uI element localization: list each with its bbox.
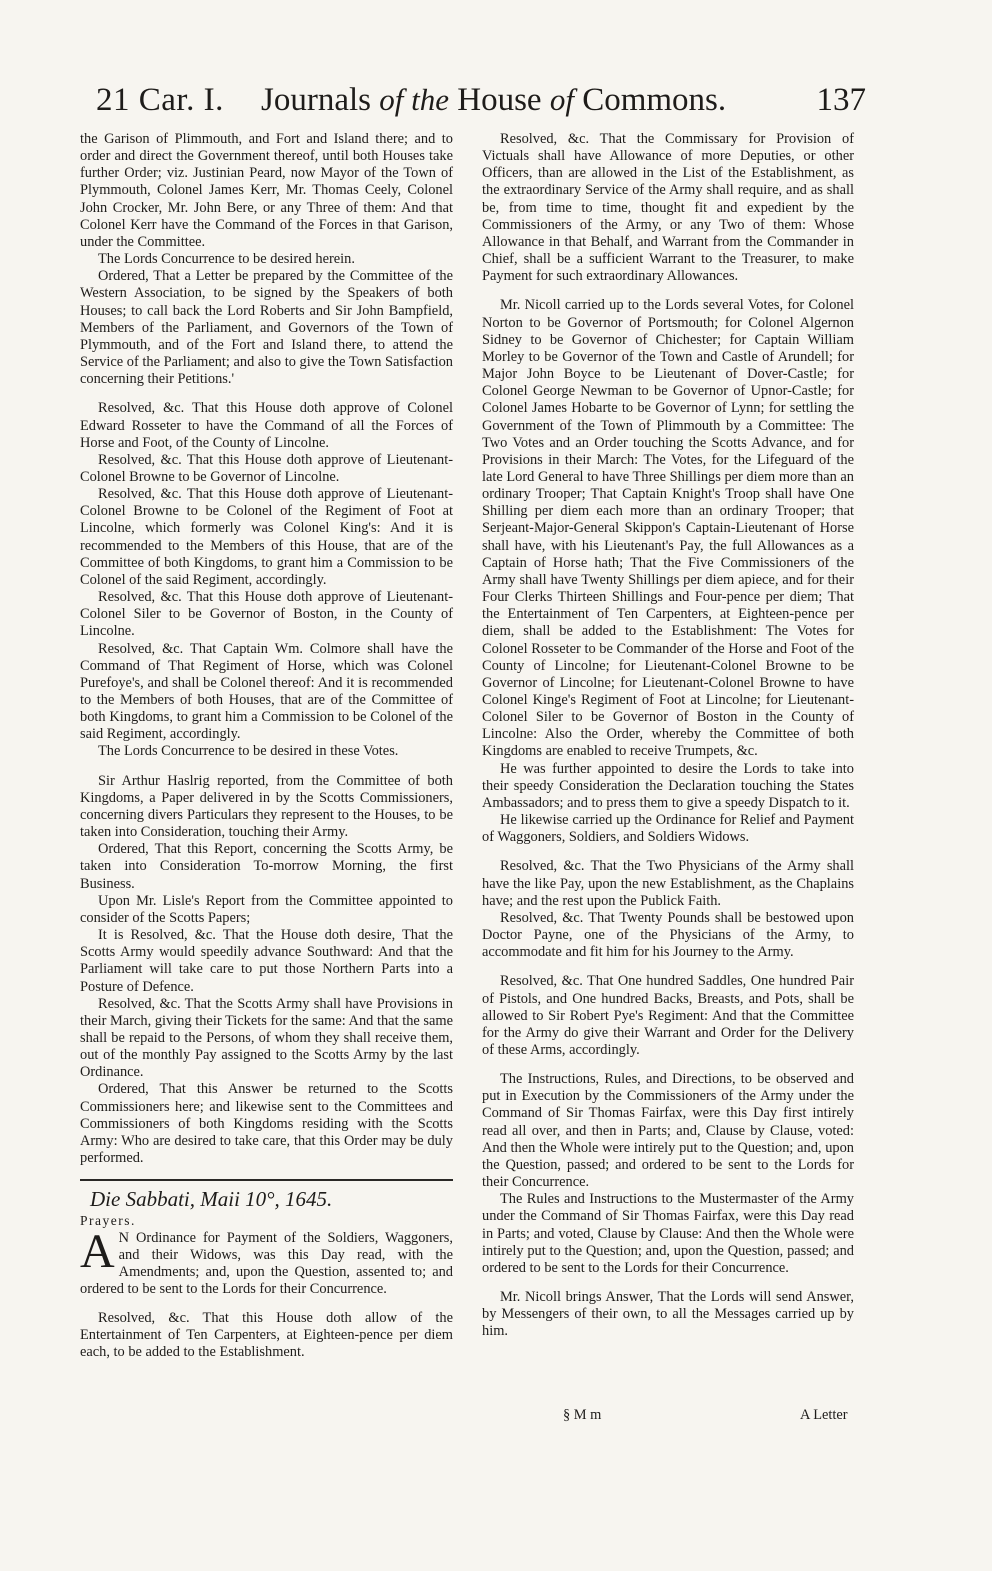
paragraph: Resolved, &c. That Captain Wm. Colmore shall have the Command of That Regiment of Horse, which was Colonel Purefoye's, and shall be Colonel thereof: And it is recommended to the Members of both Houses, that are of the Committee of both Kingdoms, to grant him a Commission to be Colonel of the said Regiment, accordingly. bbox=[80, 640, 453, 743]
paragraph: It is Resolved, &c. That the House doth desire, That the Scotts Army would speedily advance Southward: And that the Parliament will take care to put those Northern Parts into a Posture of Defence. bbox=[80, 927, 453, 995]
paragraph: The Lords Concurrence to be desired herein. bbox=[98, 251, 355, 268]
left-column bbox=[80, 131, 453, 1362]
paragraph bbox=[80, 1224, 453, 1299]
title-part: of bbox=[549, 82, 574, 117]
paragraph: Resolved, &c. That this House doth approve of Lieutenant-Colonel Browne to be Colonel of the Regiment of Foot at Lincolne, which formerly was Colonel King's: And it is recommended to the Members of this House, that are of the Committee of both Kingdoms, to grant him a Commission to be Colonel of the said Regiment, accordingly. bbox=[80, 486, 453, 588]
paragraph: Sir Arthur Haslrig reported, from the Committee of both Kingdoms, a Paper delivered in by the Scotts Commissioners, concerning divers Particulars they represent to the Houses, to be taken into Consideration, touching their Army. bbox=[80, 772, 453, 841]
page-number: 137 bbox=[816, 82, 866, 118]
spacer bbox=[482, 1059, 854, 1071]
prayers-heading: Prayers. bbox=[80, 1213, 136, 1229]
spacer bbox=[482, 1277, 854, 1289]
paragraph: Resolved, &c. That this House doth approve of Colonel Edward Rosseter to have the Command of all the Forces of Horse and Foot, of the County of Lincolne. bbox=[80, 400, 453, 451]
journal-title bbox=[261, 82, 726, 119]
catchword: A Letter bbox=[800, 1407, 848, 1423]
paragraph: Resolved, &c. That this House doth approve of Lieutenant-Colonel Browne to be Governor of Lincolne. bbox=[80, 451, 453, 485]
paragraph: Resolved, &c. That this House doth allow of the Entertainment of Ten Carpenters, at Eighteen-pence per diem each, to be added to the Establishment. bbox=[80, 1310, 453, 1361]
paragraph: Resolved, &c. That One hundred Saddles, One hundred Pair of Pistols, and One hundred Backs, Breasts, and Pots, shall be allowed to Sir Robert Pye's Regiment: And that the Committee for the Army do give their Warrant and Order for the Delivery of these Arms, accordingly. bbox=[482, 973, 854, 1058]
paragraph: Resolved, &c. That the Two Physicians of the Army shall have the like Pay, upon the new Establishment, as the Chaplains have; and the rest upon the Publick Faith. bbox=[482, 858, 854, 909]
paragraph: Ordered, That this Report, concerning the Scotts Army, be taken into Consideration To-morrow Morning, the first Business. bbox=[80, 841, 453, 892]
paragraph-text: N Ordinance for Payment of the Soldiers, Waggoners, and their Widows, was this Day read, with the Amendments; and, upon the Question, assented to; and ordered to be sent to the Lords for their Concurrence. bbox=[80, 1229, 453, 1297]
title-part: House bbox=[449, 82, 550, 118]
section-divider bbox=[80, 1179, 453, 1181]
paragraph: the Garison of Plimmouth, and Fort and Island there; and to order and direct the Government thereof, until both Houses take further Order; viz. Justinian Peard, now Mayor of the Town of Plymmouth, Colonel James Kerr, Mr. Thomas Ceely, Colonel John Crocker, Mr. John Bere, or any Three of them: And that Colonel Kerr have the Command of the Forces in that Garison, under the Committee. bbox=[80, 131, 453, 250]
title-part: of the bbox=[379, 82, 449, 117]
paragraph: He was further appointed to desire the Lords to take into their speedy Consideration the Declaration touching the States Ambassadors; and to press them to give a speedy Dispatch to it. bbox=[482, 760, 854, 811]
paragraph: Upon Mr. Lisle's Report from the Committee appointed to consider of the Scotts Papers; bbox=[80, 892, 453, 926]
spacer bbox=[80, 388, 453, 400]
paragraph: He likewise carried up the Ordinance for Relief and Payment of Waggoners, Soldiers, and Soldiers Widows. bbox=[482, 812, 854, 846]
paragraph: Resolved, &c. That the Scotts Army shall have Provisions in their March, giving their Tickets for the same: And that the same shall be repaid to the Persons, of whom they shall receive them, out of the monthly Pay assigned to the Scotts Army by the last Ordinance. bbox=[80, 995, 453, 1081]
paragraph: Mr. Nicoll brings Answer, That the Lords will send Answer, by Messengers of their own, to all the Messages carried up by him. bbox=[482, 1289, 854, 1340]
right-column bbox=[482, 131, 854, 1340]
spacer bbox=[482, 961, 854, 973]
spacer bbox=[80, 761, 453, 773]
drop-cap: A bbox=[80, 1224, 115, 1278]
paragraph: Resolved, &c. That this House doth approve of Lieutenant-Colonel Siler to be Governor of Boston, in the County of Lincolne. bbox=[80, 589, 453, 640]
spacer bbox=[80, 1298, 453, 1310]
spacer bbox=[482, 285, 854, 297]
paragraph: Resolved, &c. That Twenty Pounds shall be bestowed upon Doctor Payne, one of the Physicians of the Army, to accommodate and fit him for his Journey to the Army. bbox=[482, 909, 854, 961]
session-date: Die Sabbati, Maii 10°, 1645. bbox=[90, 1187, 333, 1212]
regnal-year: 21 Car. I. bbox=[96, 82, 224, 118]
paragraph: The Instructions, Rules, and Directions, to be observed and put in Execution by the Commissioners of the Army under the Command of Sir Thomas Fairfax, were this Day first intirely read all over, and then in Parts; and, Clause by Clause, voted: And then the Whole were intirely put to the Question; and, upon the Question, passed; and ordered to be sent to the Lords for their Concurrence. bbox=[482, 1071, 854, 1191]
paragraph: The Lords Concurrence to be desired in these Votes. bbox=[98, 743, 399, 760]
title-part: Commons. bbox=[573, 82, 727, 118]
page-header bbox=[96, 82, 866, 126]
signature-mark: § M m bbox=[563, 1407, 602, 1423]
paragraph: The Rules and Instructions to the Mustermaster of the Army under the Command of Sir Thomas Fairfax, were this Day read in Parts; and voted, Clause by Clause: And then the Whole were intirely put to the Question; and, upon the Question, passed; and ordered to be sent to the Lords for their Concurrence. bbox=[482, 1191, 854, 1276]
title-part: Journals bbox=[261, 82, 380, 118]
paragraph: Mr. Nicoll carried up to the Lords several Votes, for Colonel Norton to be Governor of Portsmouth; for Colonel Algernon Sidney to be Governor of Chichester; for Captain William Morley to be Governor of the Town and Castle of Arundell; for Major John Boyce to be Lieutenant of Dover-Castle; for Colonel George Newman to be Governor of Upnor-Castle; for Colonel James Hobarte to be Governor of Lynn; for settling the Government of the Town of Plimmouth by a Committee: The Two Votes and an Order touching the Scotts Advance, and for Provisions in their March: The Votes, for the Lifeguard of the late Lord General to have Three Shillings per diem more than an ordinary Trooper; That Captain Knight's Troop shall have One Shilling per diem each more than an ordinary Trooper; that Serjeant-Major-General Skippon's Captain-Lieutenant of Horse shall have, with his Lieutenant's Pay, the full Allowances as a Captain of Horse hath; That the Five Commissioners of the Army shall have Twenty Shillings per diem apiece, and for their Four Clerks Thirteen Shillings and Four-pence per diem; That the Entertainment of Ten Carpenters, at Eighteen-pence per diem, shall be added to the Establishment: The Votes for Colonel Rosseter to be Commander of the Horse and Foot of the County of Lincolne; for Lieutenant-Colonel Browne to be Governor of Lincolne; for Lieutenant-Colonel Browne to have Colonel Kinge's Regiment of Foot at Lincolne; for Lieutenant-Colonel Siler to be Governor of Boston in the County of Lincolne: Also the Order, whereby the Committee of both Kingdoms are enabled to receive Trumpets, &c. bbox=[482, 297, 854, 760]
paragraph: Ordered, That this Answer be returned to the Scotts Commissioners here; and likewise sent to the Committees and Commissioners of both Kingdoms residing with the Scotts Army: Who are desired to take care, that this Order may be duly performed. bbox=[80, 1081, 453, 1167]
paragraph: Ordered, That a Letter be prepared by the Committee of the Western Association, to be signed by the Speakers of both Houses; to call back the Lord Roberts and Sir John Bampfield, Members of the Parliament, and Governors of the Town of Plymmouth, and of the Fort and Island there, to attend the Service of the Parliament; and also to give the Town Satisfaction concerning their Petitions.' bbox=[80, 268, 453, 388]
paragraph: Resolved, &c. That the Commissary for Provision of Victuals shall have Allowance of more Deputies, or other Officers, than are allowed in the List of the Establishment, as the extraordinary Service of the Army shall require, and as shall be, from time to time, thought fit and expedient by the Commissioners of the Army, or any Two of them: Whose Allowance in that Behalf, and Warrant from the Commander in Chief, shall be a sufficient Warrant to the Treasurer, to make Payment for such extraordinary Allowances. bbox=[482, 131, 854, 285]
spacer bbox=[482, 846, 854, 858]
